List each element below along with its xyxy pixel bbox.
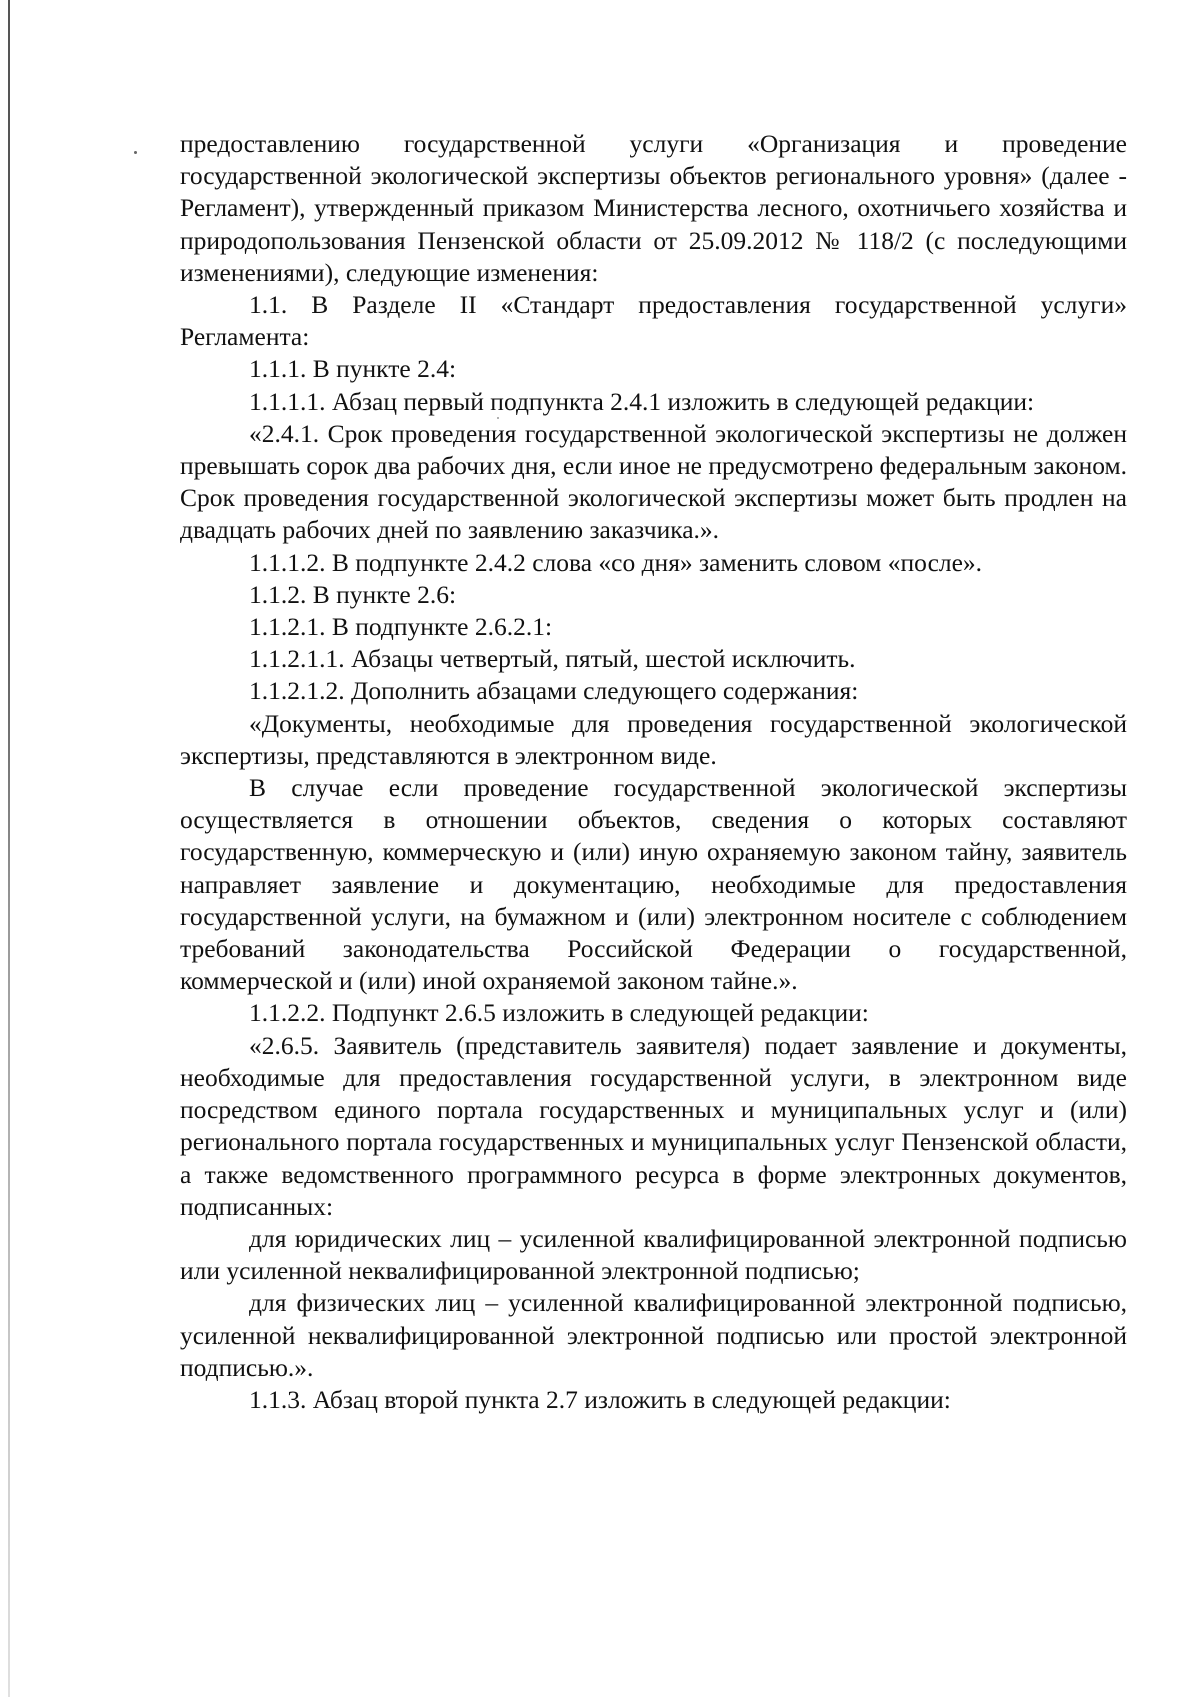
paragraph: 1.1.1. В пункте 2.4: — [249, 354, 457, 384]
paragraph: 1.1.2.1. В подпункте 2.6.2.1: — [249, 612, 553, 642]
paragraph: предоставлению государственной услуги «Организация и проведение государственной экологической экспертизы объектов регионального уровня» (далее - Регламент), утвержденный приказом Министерства лесного, охотничьего хозяйства и природопользования Пензенской области от 25.09.2012 № 118/2 (с последующими изменениями), следующие изменения: — [180, 129, 1127, 287]
paragraph: 1.1.2.1.2. Дополнить абзацами следующего содержания: — [249, 676, 859, 706]
paragraph: «2.6.5. Заявитель (представитель заявителя) подает заявление и документы, необходимые для предоставления государственной услуги, в электронном виде посредством единого портала государственных и муниципальных услуг и (или) регионального портала государственных и муниципальных услуг Пензенской области, а также ведомственного программного ресурса в форме электронных документов, подписанных: — [180, 1030, 1127, 1221]
paragraph: 1.1.1.2. В подпункте 2.4.2 слова «со дня» заменить словом «после». — [249, 547, 983, 577]
paragraph: для юридических лиц – усиленной квалифицированной электронной подписью или усиленной неквалифицированной электронной подписью; — [180, 1223, 1127, 1286]
paragraph: «2.4.1. Срок проведения государственной экологической экспертизы не должен превышать сорок два рабочих дня, если иное не предусмотрено федеральным законом. Срок проведения государственной экологической экспертизы может быть продлен на двадцать рабочих дней по заявлению заказчика.». — [180, 418, 1127, 545]
document-body — [180, 128, 1127, 1416]
scan-speck — [134, 151, 137, 154]
paragraph: 1.1.2.1.1. Абзацы четвертый, пятый, шестой исключить. — [249, 644, 856, 674]
paragraph: «Документы, необходимые для проведения государственной экологической экспертизы, представляются в электронном виде. — [180, 708, 1127, 770]
scan-binding-edge — [8, 0, 10, 1697]
paragraph: 1.1.1.1. Абзац первый подпункта 2.4.1 изложить в следующей редакции: — [249, 386, 1035, 416]
paragraph: 1.1.3. Абзац второй пункта 2.7 изложить в следующей редакции: — [249, 1384, 951, 1414]
paragraph: В случае если проведение государственной экологической экспертизы осуществляется в отношении объектов, сведения о которых составляют государственную, коммерческую и (или) иную охраняемую законом тайну, заявитель направляет заявление и документацию, необходимые для предоставления государственной услуги, на бумажном и (или) электронном носителе с соблюдением требований законодательства Российской Федерации о государственной, коммерческой и (или) иной охраняемой законом тайне.». — [180, 773, 1127, 996]
paragraph: 1.1.2.2. Подпункт 2.6.5 изложить в следующей редакции: — [249, 998, 869, 1028]
paragraph: 1.1.2. В пункте 2.6: — [249, 579, 457, 609]
paragraph: для физических лиц – усиленной квалифицированной электронной подписью, усиленной неквалифицированной электронной подписью или простой электронной подписью.». — [180, 1288, 1127, 1382]
paragraph: 1.1. В Разделе II «Стандарт предоставления государственной услуги» Регламента: — [180, 290, 1127, 352]
